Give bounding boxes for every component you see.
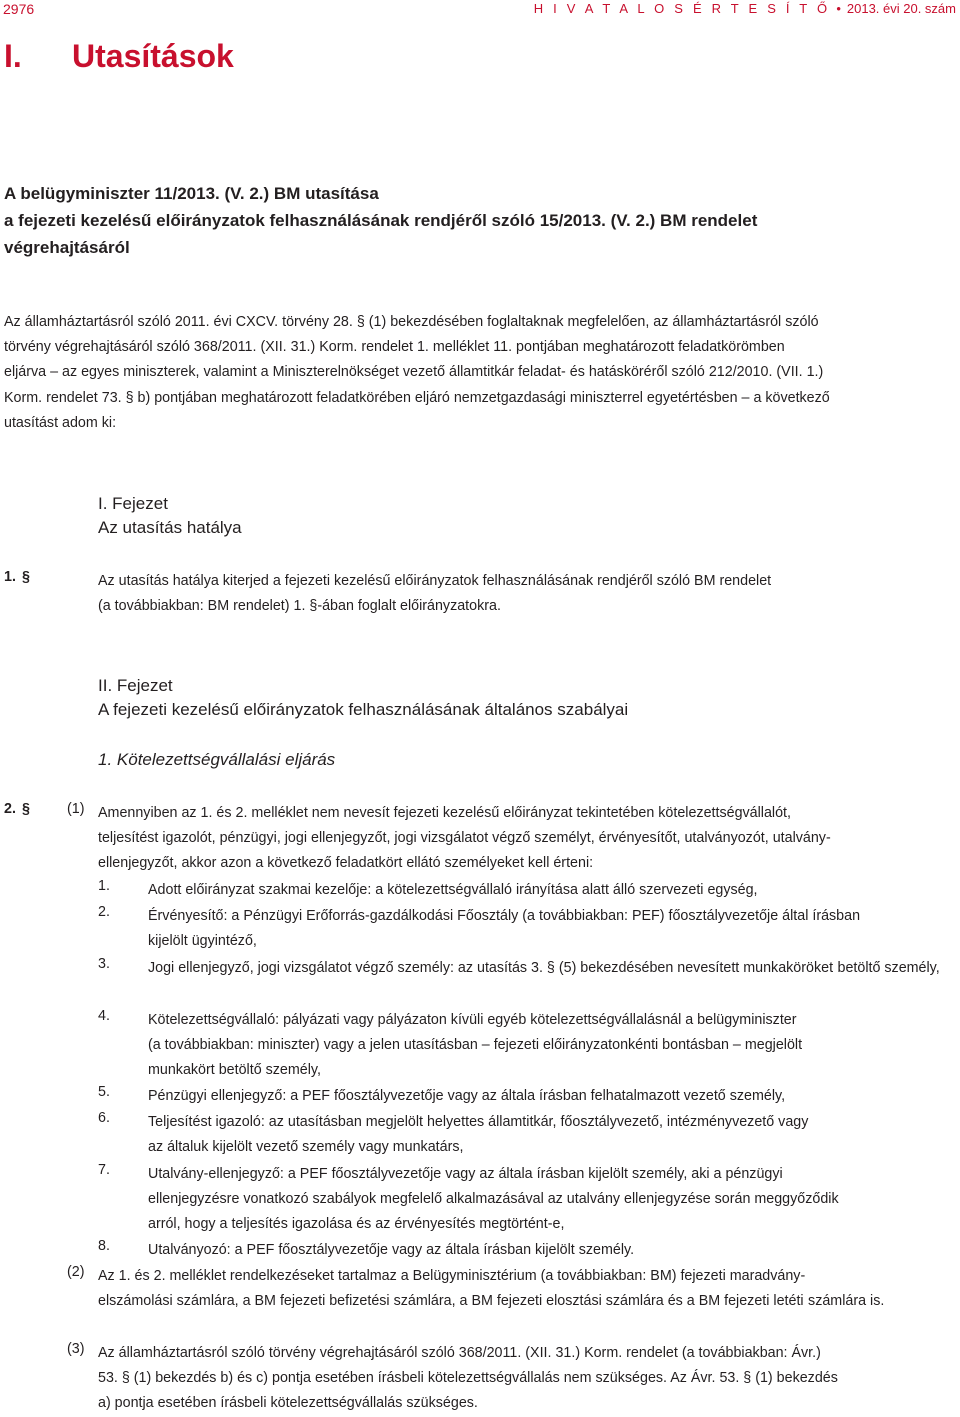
- chapter-label: II. Fejezet: [98, 676, 173, 695]
- list-item-number: 7.: [98, 1162, 110, 1178]
- chapter-title: A fejezeti kezelésű előirányzatok felhasználásának általános szabályai: [98, 700, 629, 719]
- list-item-line: arról, hogy a teljesítés igazolása és az érvényesítés megtörtént-e,: [148, 1216, 565, 1233]
- section-title: Utasítások: [72, 38, 234, 74]
- paragraph-2-text: [98, 1264, 957, 1314]
- list-item-number: 4.: [98, 1008, 110, 1024]
- list-item-number: 8.: [98, 1238, 110, 1254]
- preamble-line: [4, 386, 957, 411]
- paragraph-line: teljesítést igazolót, pénzügyi, jogi ellenjegyzőt, jogi vizsgálatot végző személyt, érvényesítőt, utalványozót, utalvány-: [98, 830, 831, 847]
- list-item-number: 1.: [98, 878, 110, 894]
- preamble-paragraph: [4, 310, 957, 436]
- list-item-number: 2.: [98, 904, 110, 920]
- header-separator: •: [836, 1, 841, 16]
- paragraph-number: (1): [67, 801, 85, 817]
- preamble-line: [4, 335, 957, 360]
- preamble-line: utasítást adom ki:: [4, 414, 117, 431]
- list-item-line: Kötelezettségvállaló: pályázati vagy pályázaton kívüli egyéb kötelezettségvállalásnál a belügyminiszter: [148, 1012, 797, 1028]
- list-item-line: kijelölt ügyintéző,: [148, 933, 257, 950]
- preamble-line: [4, 360, 957, 385]
- chapter-heading-2: [98, 674, 628, 722]
- list-item-line: Jogi ellenjegyző, jogi vizsgálatot végző személy: az utasítás 3. § (5) bekezdésében nevesített munkaköröket: [148, 960, 834, 976]
- chapter-heading-1: [98, 492, 242, 540]
- paragraph-line: Az államháztartásról szóló törvény végrehajtásáról szóló 368/2011. (XII. 31.) Korm. rendelet (a továbbiakban: Ávr.): [98, 1345, 821, 1361]
- section-1-number: 1.: [4, 569, 16, 585]
- list-item: [148, 878, 957, 903]
- preamble-line: [4, 310, 957, 335]
- list-item-line: munkakört betöltő személy,: [148, 1062, 321, 1079]
- preamble-line-text: Korm. rendelet 73. § b) pontjában meghatározott feladatkörében eljáró nemzetgazdasági miniszterrel egyetértésben – a következő: [4, 389, 830, 406]
- document-title-line: a fejezeti kezelésű előirányzatok felhasználásának rendjéről szóló 15/2013. (V. 2.) BM rendelet: [4, 211, 758, 230]
- list-item-line: Teljesítést igazoló: az utasításban megjelölt helyettes államtitkár, főosztályvezető, intézményvezető vagy: [148, 1114, 809, 1130]
- paragraph-line: Az 1. és 2. melléklet rendelkezéseket tartalmaz a Belügyminisztérium (a továbbiakban: BM) fejezeti maradvány-: [98, 1268, 806, 1284]
- list-item-line: Utalványozó: a PEF főosztályvezetője vagy az általa írásban kijelölt személy.: [148, 1242, 635, 1258]
- list-item-line: (a továbbiakban: miniszter) vagy a jelen utasításban – fejezeti előirányzatonkénti bontásban – megjelölt: [148, 1037, 803, 1054]
- paragraph-3-text: [98, 1341, 957, 1417]
- section-2-number: 2.: [4, 801, 16, 817]
- paragraph-line: elszámolási számlára, a BM fejezeti befizetési számlára, a BM fejezeti elosztási számlára és a BM fejezeti letéti: [98, 1293, 804, 1310]
- paragraph-line: a) pontja esetében írásbeli kötelezettségvállalás szükséges.: [98, 1395, 478, 1412]
- issue-number: 2013. évi 20. szám: [846, 1, 956, 16]
- list-item: [148, 1008, 957, 1084]
- list-item-number: 6.: [98, 1110, 110, 1126]
- list-item: [148, 904, 957, 954]
- paragraph-line: 53. § (1) bekezdés b) és c) pontja esetében írásbeli kötelezettségvállalás nem szükséges. Az Ávr. 53. § (1) bekezdés: [98, 1370, 838, 1387]
- running-header: [0, 0, 960, 22]
- chapter-title: Az utasítás hatálya: [98, 518, 242, 537]
- preamble-line-text: Az államháztartásról szóló 2011. évi CXCV. törvény 28. § (1) bekezdésében foglaltaknak megfelelően, az államháztartásról szóló: [4, 314, 819, 330]
- document-title-line: végrehajtásáról: [4, 238, 130, 257]
- paragraph-line: Amennyiben az 1. és 2. melléklet nem nevesít fejezeti kezelésű előirányzat tekintetében kötelezettségvállalót,: [98, 805, 791, 821]
- section-1-line: Az utasítás hatálya kiterjed a fejezeti kezelésű előirányzatok felhasználásának rendjéről szóló BM rendelet: [98, 573, 772, 589]
- list-item-line: betöltő személy,: [837, 960, 940, 976]
- section-1-text: [98, 569, 957, 619]
- list-item-line: ellenjegyzésre vonatkozó szabályok megfelelő alkalmazásával az utalvány ellenjegyzése során meggyőződik: [148, 1191, 839, 1208]
- paragraph-line: számlára is.: [808, 1293, 885, 1310]
- document-title-line: A belügyminiszter 11/2013. (V. 2.) BM utasítása: [4, 184, 379, 203]
- chapter-label: I. Fejezet: [98, 494, 168, 513]
- publication-name: H I V A T A L O S É R T E S Í T Ő: [533, 1, 831, 16]
- paragraph-number: (3): [67, 1341, 85, 1357]
- section-number: I.: [4, 38, 22, 74]
- list-item: [148, 1238, 957, 1263]
- list-item-line: Adott előirányzat szakmai kezelője: a kötelezettségvállaló irányítása alatt álló szervezeti egység,: [148, 882, 758, 898]
- list-item-number: 5.: [98, 1084, 110, 1100]
- section-heading: [4, 38, 234, 75]
- preamble-line-text: eljárva – az egyes miniszterek, valamint a Miniszterelnökséget vezető államtitkár feladat- és hatásköréről szóló 212/2010. (VII. 1.): [4, 364, 824, 381]
- list-item-number: 3.: [98, 956, 110, 972]
- running-title: [534, 1, 956, 16]
- list-item: [148, 1110, 957, 1160]
- section-1-symbol: §: [22, 569, 30, 585]
- list-item-line: Érvényesítő: a Pénzügyi Erőforrás-gazdálkodási Főosztály (a továbbiakban: PEF) főosztályvezetője által írásban: [148, 908, 861, 924]
- paragraph-line: ellenjegyzőt, akkor azon a következő feladatkört ellátó személyeket kell érteni:: [98, 855, 594, 872]
- page-number: 2976: [3, 1, 35, 17]
- list-item: [148, 1084, 957, 1109]
- subheading: 1. Kötelezettségvállalási eljárás: [98, 750, 336, 769]
- preamble-line-text: törvény végrehajtásáról szóló 368/2011. (XII. 31.) Korm. rendelet 1. melléklet 11. pontjában meghatározott feladatkörömben: [4, 339, 785, 356]
- paragraph-number: (2): [67, 1264, 85, 1280]
- list-item: [148, 1162, 957, 1238]
- list-item: [148, 956, 957, 981]
- document-title: [4, 180, 934, 261]
- list-item-line: az általuk kijelölt vezető személy vagy munkatárs,: [148, 1139, 464, 1156]
- paragraph-1-text: [98, 801, 957, 877]
- list-item-line: Pénzügyi ellenjegyző: a PEF főosztályvezetője vagy az általa írásban felhatalmazott vezető személy,: [148, 1088, 786, 1104]
- list-item-line: Utalvány-ellenjegyző: a PEF főosztályvezetője vagy az általa írásban kijelölt személy, aki a pénzügyi: [148, 1166, 783, 1182]
- section-2-symbol: §: [22, 801, 30, 817]
- section-1-line: (a továbbiakban: BM rendelet) 1. §-ában foglalt előirányzatokra.: [98, 598, 501, 615]
